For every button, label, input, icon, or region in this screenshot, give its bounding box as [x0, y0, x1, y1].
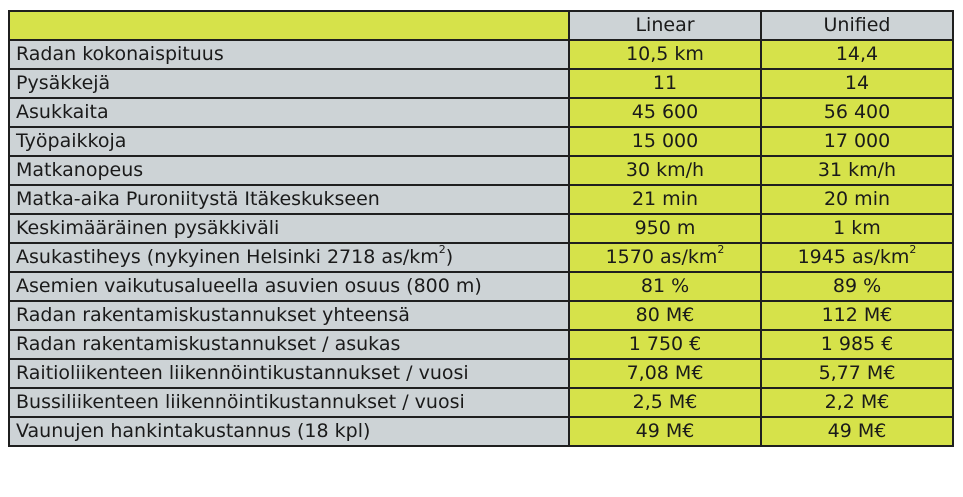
row-unified-value: 49 M€: [761, 417, 953, 446]
header-unified: Unified: [761, 11, 953, 40]
row-label: Raitioliikenteen liikennöintikustannukset / vuosi: [9, 359, 569, 388]
row-label: Asukkaita: [9, 98, 569, 127]
row-unified-value: 2,2 M€: [761, 388, 953, 417]
row-unified-value: 1 km: [761, 214, 953, 243]
row-unified-value: 17 000: [761, 127, 953, 156]
table-row: [9, 301, 953, 330]
table-row: [9, 243, 953, 272]
row-unified-value: 5,77 M€: [761, 359, 953, 388]
table-row: [9, 98, 953, 127]
row-unified-value: 14: [761, 69, 953, 98]
row-linear-value: 2,5 M€: [569, 388, 761, 417]
row-unified-value: 20 min: [761, 185, 953, 214]
row-linear-value: 950 m: [569, 214, 761, 243]
row-label: Pysäkkejä: [9, 69, 569, 98]
table-row: [9, 69, 953, 98]
row-label: Matka-aika Puroniitystä Itäkeskukseen: [9, 185, 569, 214]
header-empty-cell: [9, 11, 569, 40]
row-linear-value: 30 km/h: [569, 156, 761, 185]
row-linear-value: 49 M€: [569, 417, 761, 446]
table-row: [9, 272, 953, 301]
table-row: [9, 388, 953, 417]
table-row: [9, 359, 953, 388]
row-linear-value: 1570 $as/km^2$: [569, 243, 761, 272]
table-row: [9, 127, 953, 156]
table-row: [9, 156, 953, 185]
comparison-table: [8, 10, 954, 447]
header-linear: Linear: [569, 11, 761, 40]
table-row: [9, 40, 953, 69]
header-row: [9, 11, 953, 40]
row-label: Radan kokonaispituus: [9, 40, 569, 69]
row-linear-value: 45 600: [569, 98, 761, 127]
row-label: Bussiliikenteen liikennöintikustannukset / vuosi: [9, 388, 569, 417]
row-label: Radan rakentamiskustannukset yhteensä: [9, 301, 569, 330]
row-linear-value: 15 000: [569, 127, 761, 156]
row-linear-value: 80 M€: [569, 301, 761, 330]
table-row: [9, 330, 953, 359]
row-unified-value: 1945 $as/km^2$: [761, 243, 953, 272]
row-unified-value: 1 985 €: [761, 330, 953, 359]
row-linear-value: 21 min: [569, 185, 761, 214]
row-linear-value: 10,5 km: [569, 40, 761, 69]
row-unified-value: 14,4: [761, 40, 953, 69]
row-label: Matkanopeus: [9, 156, 569, 185]
row-linear-value: 11: [569, 69, 761, 98]
table-row: [9, 185, 953, 214]
row-label: Keskimääräinen pysäkkiväli: [9, 214, 569, 243]
row-label: Vaunujen hankintakustannus (18 kpl): [9, 417, 569, 446]
table-row: [9, 417, 953, 446]
row-unified-value: 31 km/h: [761, 156, 953, 185]
row-linear-value: 81 %: [569, 272, 761, 301]
row-unified-value: 56 400: [761, 98, 953, 127]
row-label: Radan rakentamiskustannukset / asukas: [9, 330, 569, 359]
row-label: Asukastiheys (nykyinen Helsinki 2718 $as/km^2$): [9, 243, 569, 272]
row-unified-value: 112 M€: [761, 301, 953, 330]
table-row: [9, 214, 953, 243]
row-linear-value: 7,08 M€: [569, 359, 761, 388]
row-label: Työpaikkoja: [9, 127, 569, 156]
row-linear-value: 1 750 €: [569, 330, 761, 359]
row-label: Asemien vaikutusalueella asuvien osuus (800 m): [9, 272, 569, 301]
row-unified-value: 89 %: [761, 272, 953, 301]
